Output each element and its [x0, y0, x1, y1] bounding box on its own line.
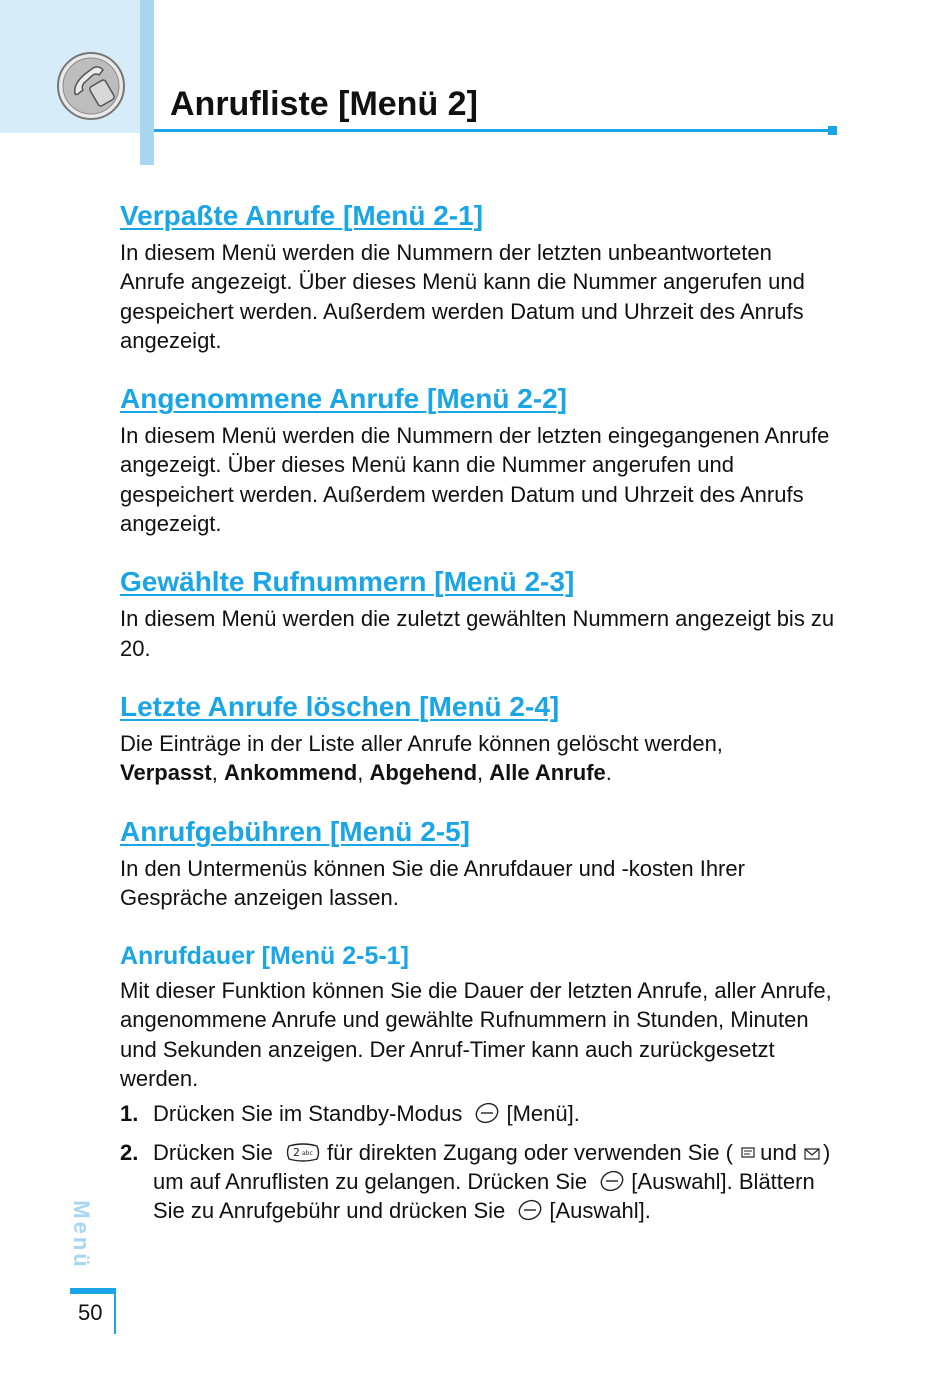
instruction-steps — [120, 1099, 840, 1225]
section-title-letzte-anrufe-loeschen: Letzte Anrufe löschen [Menü 2-4] — [120, 690, 560, 722]
page-title: Anrufliste [Menü 2] — [170, 85, 478, 123]
section-text-anrufgebuehren: In den Untermenüs können Sie die Anrufdauer und -kosten Ihrer Gespräche anzeigen lassen. — [120, 855, 745, 910]
left-softkey-icon — [599, 1170, 625, 1192]
subsection-title-anrufdauer: Anrufdauer [Menü 2-5-1] — [120, 942, 409, 971]
key-2-abc-icon — [285, 1141, 321, 1163]
phone-icon — [55, 50, 127, 122]
navigation-up-icon — [739, 1145, 757, 1163]
svg-text:2: 2 — [292, 1145, 300, 1159]
section-text-intro: Die Einträge in der Liste aller Anrufe können gelöscht werden, — [120, 730, 723, 756]
section-text-verpasste-anrufe: In diesem Menü werden die Nummern der letzten unbeantworteten Anrufe angezeigt. Über dieses Menü kann die Nummer angerufen und gespeichert werden. Außerdem werden Datum und Uhrzeit des Anrufs angezeigt. — [120, 240, 805, 353]
option-abgehend: Abgehend — [369, 760, 478, 786]
page-number-divider — [114, 1294, 116, 1334]
left-softkey-icon — [517, 1199, 543, 1221]
page-number-rule — [70, 1288, 116, 1294]
section-text-letzte-anrufe-loeschen: Die Einträge in der Liste aller Anrufe können gelöscht werden, Verpasst, Ankommend, Abgehend, Alle Anrufe. — [120, 730, 723, 786]
left-softkey-icon — [474, 1102, 500, 1124]
header-accent-bar — [140, 0, 154, 165]
title-rule-end-marker — [828, 126, 837, 135]
section-title-gewaehlte-rufnummern: Gewählte Rufnummern [Menü 2-3] — [120, 566, 575, 598]
navigation-down-icon — [803, 1145, 821, 1163]
section-title-angenommene-anrufe: Angenommene Anrufe [Menü 2-2] — [120, 383, 567, 415]
page-number: 50 — [78, 1300, 103, 1325]
section-title-anrufgebuehren: Anrufgebühren [Menü 2-5] — [120, 815, 470, 847]
title-rule — [154, 129, 830, 132]
subsection-text-anrufdauer: Mit dieser Funktion können Sie die Dauer der letzten Anrufe, aller Anrufe, angenommene Anrufe und gewählte Rufnummern in Stunden, Minuten und Sekunden anzeigen. Der Anruf-Timer kann auch zurückgesetzt werden. — [120, 978, 832, 1092]
main-content — [120, 196, 840, 1235]
option-ankommend: Ankommend — [223, 760, 358, 786]
step-1: 1. Drücken Sie im Standby-Modus [Menü]. — [120, 1101, 580, 1127]
option-verpasst: Verpasst — [120, 760, 212, 786]
side-section-label: Menü — [69, 1200, 94, 1270]
section-text-gewaehlte-rufnummern: In diesem Menü werden die zuletzt gewählten Nummern angezeigt bis zu 20. — [120, 606, 835, 661]
section-title-verpasste-anrufe: Verpaßte Anrufe [Menü 2-1] — [120, 200, 484, 231]
step-2: 2. Drücken Sie 2 abc für direkten Zugang oder verwenden Sie ( und ) um auf Anruflisten zu gelangen. Drücken Sie [Auswahl]. Blättern Sie zu Anrufgebühr und drücken Sie [Auswahl]. — [120, 1139, 831, 1224]
option-alle-anrufe: Alle Anrufe — [489, 760, 606, 786]
svg-text:abc: abc — [301, 1149, 313, 1157]
section-text-angenommene-anrufe: In diesem Menü werden die Nummern der letzten eingegangenen Anrufe angezeigt. Über dieses Menü kann die Nummer angerufen und gespeichert werden. Außerdem werden Datum und Uhrzeit des Anrufs angezeigt. — [120, 423, 830, 537]
